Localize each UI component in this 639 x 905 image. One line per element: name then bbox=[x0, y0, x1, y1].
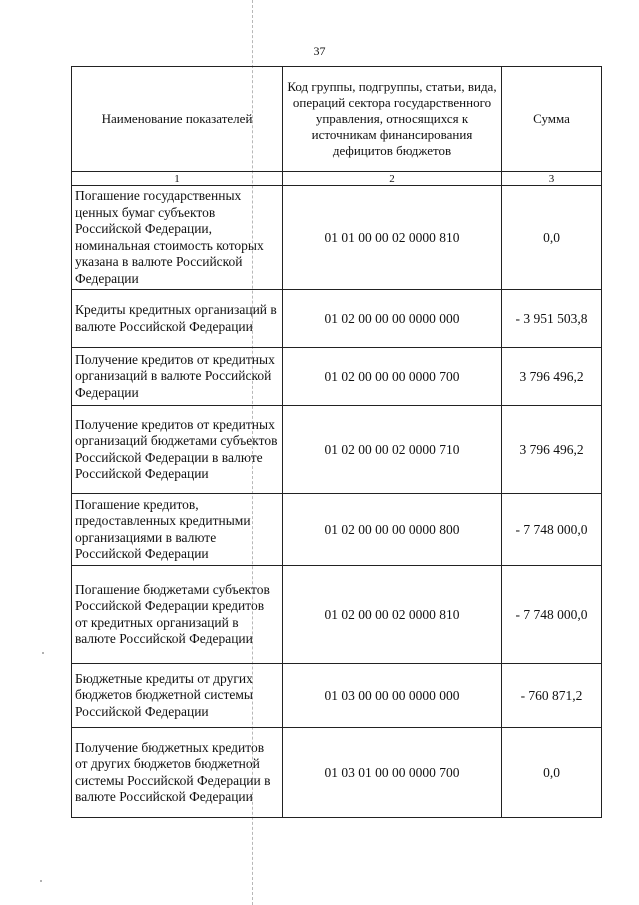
row-name: Получение кредитов от кредитных организаций в валюте Российской Федерации bbox=[72, 348, 283, 406]
row-sum: 0,0 bbox=[502, 186, 602, 290]
table-row bbox=[72, 664, 602, 728]
row-sum: - 760 871,2 bbox=[502, 664, 602, 728]
row-code: 01 03 00 00 00 0000 000 bbox=[283, 664, 502, 728]
row-name: Погашение государственных ценных бумаг субъектов Российской Федерации, номинальная стоимость которых указана в валюте Российской Федерации bbox=[72, 186, 283, 290]
row-sum: - 7 748 000,0 bbox=[502, 494, 602, 566]
header-classification-code: Код группы, подгруппы, статьи, вида, операций сектора государственного управления, относящихся к источникам финансирования дефицитов бюджетов bbox=[283, 67, 502, 172]
row-code: 01 02 00 00 00 0000 000 bbox=[283, 290, 502, 348]
page-number: 37 bbox=[313, 44, 326, 58]
row-name: Погашение кредитов, предоставленных кредитными организациями в валюте Российской Федерации bbox=[72, 494, 283, 566]
row-sum: 0,0 bbox=[502, 728, 602, 818]
table-row bbox=[72, 566, 602, 664]
column-number: 1 bbox=[72, 172, 283, 186]
row-code: 01 02 00 00 02 0000 710 bbox=[283, 406, 502, 494]
row-sum: - 3 951 503,8 bbox=[502, 290, 602, 348]
table-header-row bbox=[72, 67, 602, 172]
table-row bbox=[72, 728, 602, 818]
column-number: 3 bbox=[502, 172, 602, 186]
budget-sources-table bbox=[71, 66, 602, 818]
row-code: 01 02 00 00 00 0000 700 bbox=[283, 348, 502, 406]
row-name: Погашение бюджетами субъектов Российской Федерации кредитов от кредитных организаций в валюте Российской Федерации bbox=[72, 566, 283, 664]
table-row bbox=[72, 186, 602, 290]
row-name: Кредиты кредитных организаций в валюте Российской Федерации bbox=[72, 290, 283, 348]
row-code: 01 01 00 00 02 0000 810 bbox=[283, 186, 502, 290]
table-row bbox=[72, 494, 602, 566]
scan-speck bbox=[42, 652, 44, 654]
column-number: 2 bbox=[283, 172, 502, 186]
header-indicator-name: Наименование показателей bbox=[72, 67, 283, 172]
row-sum: 3 796 496,2 bbox=[502, 348, 602, 406]
table-row bbox=[72, 290, 602, 348]
row-code: 01 02 00 00 02 0000 810 bbox=[283, 566, 502, 664]
row-name: Получение кредитов от кредитных организаций бюджетами субъектов Российской Федерации в валюте Российской Федерации bbox=[72, 406, 283, 494]
column-number-row bbox=[72, 172, 602, 186]
table-row bbox=[72, 406, 602, 494]
row-name: Бюджетные кредиты от других бюджетов бюджетной системы Российской Федерации bbox=[72, 664, 283, 728]
row-code: 01 02 00 00 00 0000 800 bbox=[283, 494, 502, 566]
row-sum: - 7 748 000,0 bbox=[502, 566, 602, 664]
header-amount: Сумма bbox=[502, 67, 602, 172]
table-row bbox=[72, 348, 602, 406]
row-sum: 3 796 496,2 bbox=[502, 406, 602, 494]
scan-speck bbox=[40, 880, 42, 882]
row-code: 01 03 01 00 00 0000 700 bbox=[283, 728, 502, 818]
row-name: Получение бюджетных кредитов от других бюджетов бюджетной системы Российской Федерации в валюте Российской Федерации bbox=[72, 728, 283, 818]
